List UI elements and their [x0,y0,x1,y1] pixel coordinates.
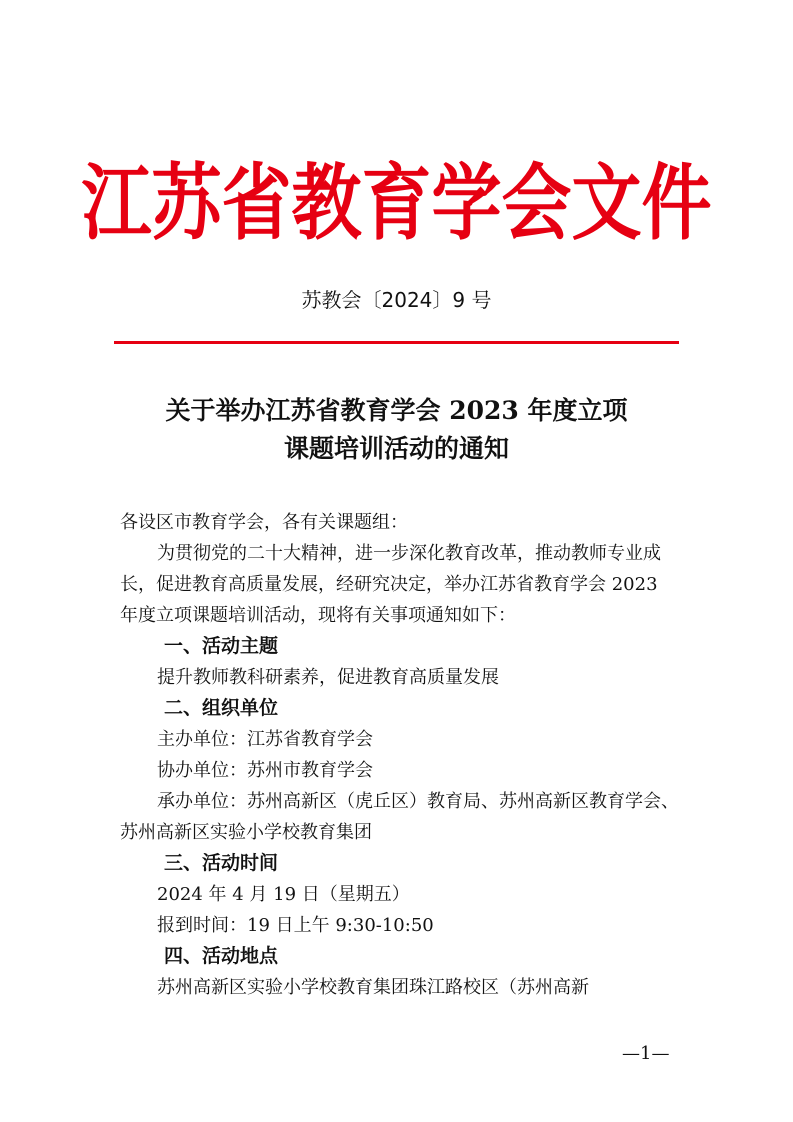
notice-title [100,392,693,468]
event-date: 2024 年 4 月 19 日（星期五） [157,884,410,905]
red-separator-line [114,341,679,344]
section-heading-theme: 一、活动主题 [164,635,279,657]
checkin-time: 报到时间：19 日上午 9:30-10:50 [157,915,434,936]
page-number: —1— [622,1043,670,1064]
section-heading-time: 三、活动时间 [164,852,279,874]
title-line-1: 关于举办江苏省教育学会 2023 年度立项 [165,396,628,425]
organizer-text: 主办单位：江苏省教育学会 [157,729,373,750]
co-organizer-text: 协办单位：苏州市教育学会 [157,760,373,781]
undertaker-text: 承办单位：苏州高新区（虎丘区）教育局、苏州高新区教育学会、苏州高新区实验小学校教育集团 [120,791,679,843]
section-heading-organizers: 二、组织单位 [164,697,279,719]
salutation: 各设区市教育学会，各有关课题组： [120,512,408,533]
location-text: 苏州高新区实验小学校教育集团珠江路校区（苏州高新 [157,977,589,998]
section-heading-location: 四、活动地点 [164,945,279,967]
intro-paragraph: 为贯彻党的二十大精神，进一步深化教育改革，推动教师专业成长，促进教育高质量发展，经研究决定，举办江苏省教育学会 2023 年度立项课题培训活动，现将有关事项通知如下： [120,543,661,626]
document-masthead: 江苏省教育学会文件 [81,153,712,252]
theme-text: 提升教师教科研素养，促进教育高质量发展 [157,667,499,688]
title-line-2: 课题培训活动的通知 [283,434,509,463]
notice-body [120,507,680,1003]
document-number: 苏教会〔2024〕9 号 [301,288,492,312]
